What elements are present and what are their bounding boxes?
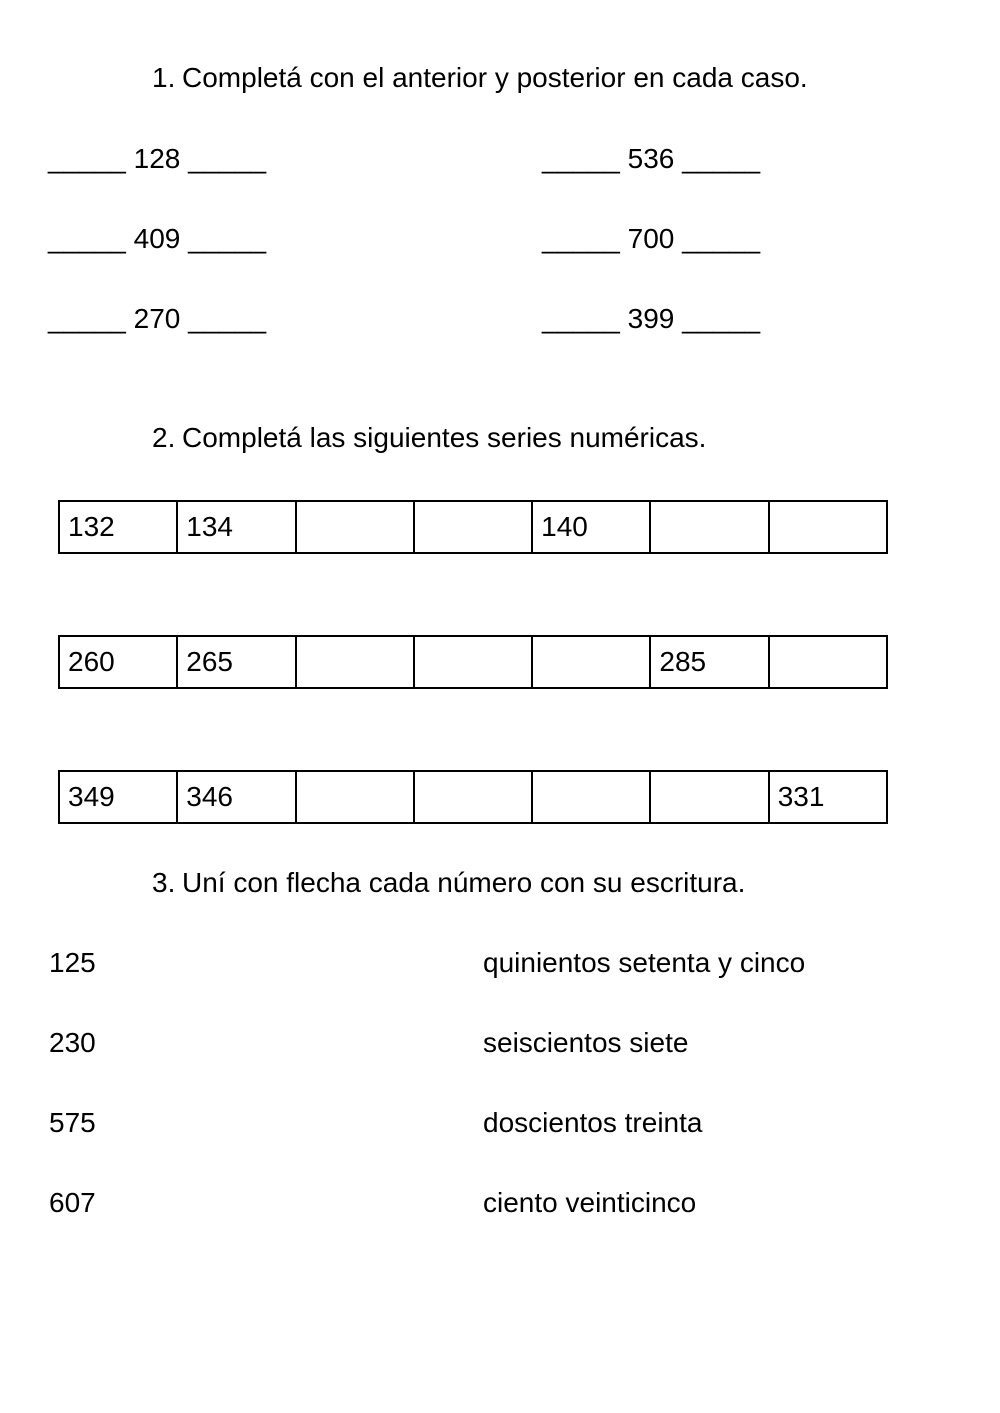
series-cell-empty[interactable] [650, 501, 768, 553]
pair-item-1 [48, 145, 266, 173]
pair-number: 270 [133, 303, 181, 334]
match-number[interactable]: 230 [49, 1027, 96, 1058]
pair-number: 700 [627, 223, 675, 254]
section-2-title: Completá las siguientes series numéricas. [182, 422, 707, 453]
match-word[interactable]: doscientos treinta [483, 1107, 703, 1138]
series-cell-empty[interactable] [769, 636, 887, 688]
series-table-2 [58, 635, 888, 689]
pair-item-6 [542, 305, 760, 333]
after-blank[interactable]: _____ [188, 223, 267, 254]
pair-number: 536 [627, 143, 675, 174]
pair-number: 399 [627, 303, 675, 334]
match-number[interactable]: 607 [49, 1187, 96, 1218]
after-blank[interactable]: _____ [188, 303, 267, 334]
match-number[interactable]: 575 [49, 1107, 96, 1138]
before-blank[interactable]: _____ [542, 143, 620, 174]
pair-item-5 [48, 305, 266, 333]
series-cell-empty[interactable] [296, 636, 414, 688]
match-word[interactable]: ciento veinticinco [483, 1187, 697, 1218]
series-cell: 134 [177, 501, 295, 553]
section-2-heading [152, 424, 706, 452]
after-blank[interactable]: _____ [682, 143, 761, 174]
series-cell-empty[interactable] [532, 636, 650, 688]
series-table-3 [58, 770, 888, 824]
after-blank[interactable]: _____ [682, 223, 761, 254]
series-row [59, 501, 887, 553]
series-cell-empty[interactable] [414, 771, 532, 823]
pair-number: 128 [133, 143, 181, 174]
before-blank[interactable]: _____ [48, 303, 126, 334]
series-cell-empty[interactable] [650, 771, 768, 823]
series-cell: 265 [177, 636, 295, 688]
series-cell-empty[interactable] [414, 501, 532, 553]
section-2-number: 2. [152, 422, 176, 453]
section-1-heading [152, 64, 808, 92]
series-cell-empty[interactable] [296, 771, 414, 823]
series-cell-empty[interactable] [414, 636, 532, 688]
series-row [59, 636, 887, 688]
series-cell: 346 [177, 771, 295, 823]
pair-item-4 [542, 225, 760, 253]
series-table-1 [58, 500, 888, 554]
section-1-title: Completá con el anterior y posterior en cada caso. [182, 62, 808, 93]
match-word[interactable]: seiscientos siete [483, 1027, 689, 1058]
series-cell: 349 [59, 771, 177, 823]
before-blank[interactable]: _____ [48, 223, 126, 254]
section-1-number: 1. [152, 62, 176, 93]
after-blank[interactable]: _____ [188, 143, 267, 174]
match-word[interactable]: quinientos setenta y cinco [483, 947, 806, 978]
before-blank[interactable]: _____ [542, 303, 620, 334]
section-3-title: Uní con flecha cada número con su escritura. [182, 867, 746, 898]
pair-number: 409 [133, 223, 181, 254]
series-cell: 331 [769, 771, 887, 823]
pair-item-3 [48, 225, 266, 253]
match-number[interactable]: 125 [49, 947, 96, 978]
section-3-heading [152, 869, 745, 897]
series-cell-empty[interactable] [532, 771, 650, 823]
series-cell: 140 [532, 501, 650, 553]
series-cell: 260 [59, 636, 177, 688]
section-3-number: 3. [152, 867, 176, 898]
series-cell-empty[interactable] [769, 501, 887, 553]
series-cell: 285 [650, 636, 768, 688]
series-row [59, 771, 887, 823]
before-blank[interactable]: _____ [542, 223, 620, 254]
after-blank[interactable]: _____ [682, 303, 761, 334]
series-cell: 132 [59, 501, 177, 553]
series-cell-empty[interactable] [296, 501, 414, 553]
before-blank[interactable]: _____ [48, 143, 126, 174]
pair-item-2 [542, 145, 760, 173]
